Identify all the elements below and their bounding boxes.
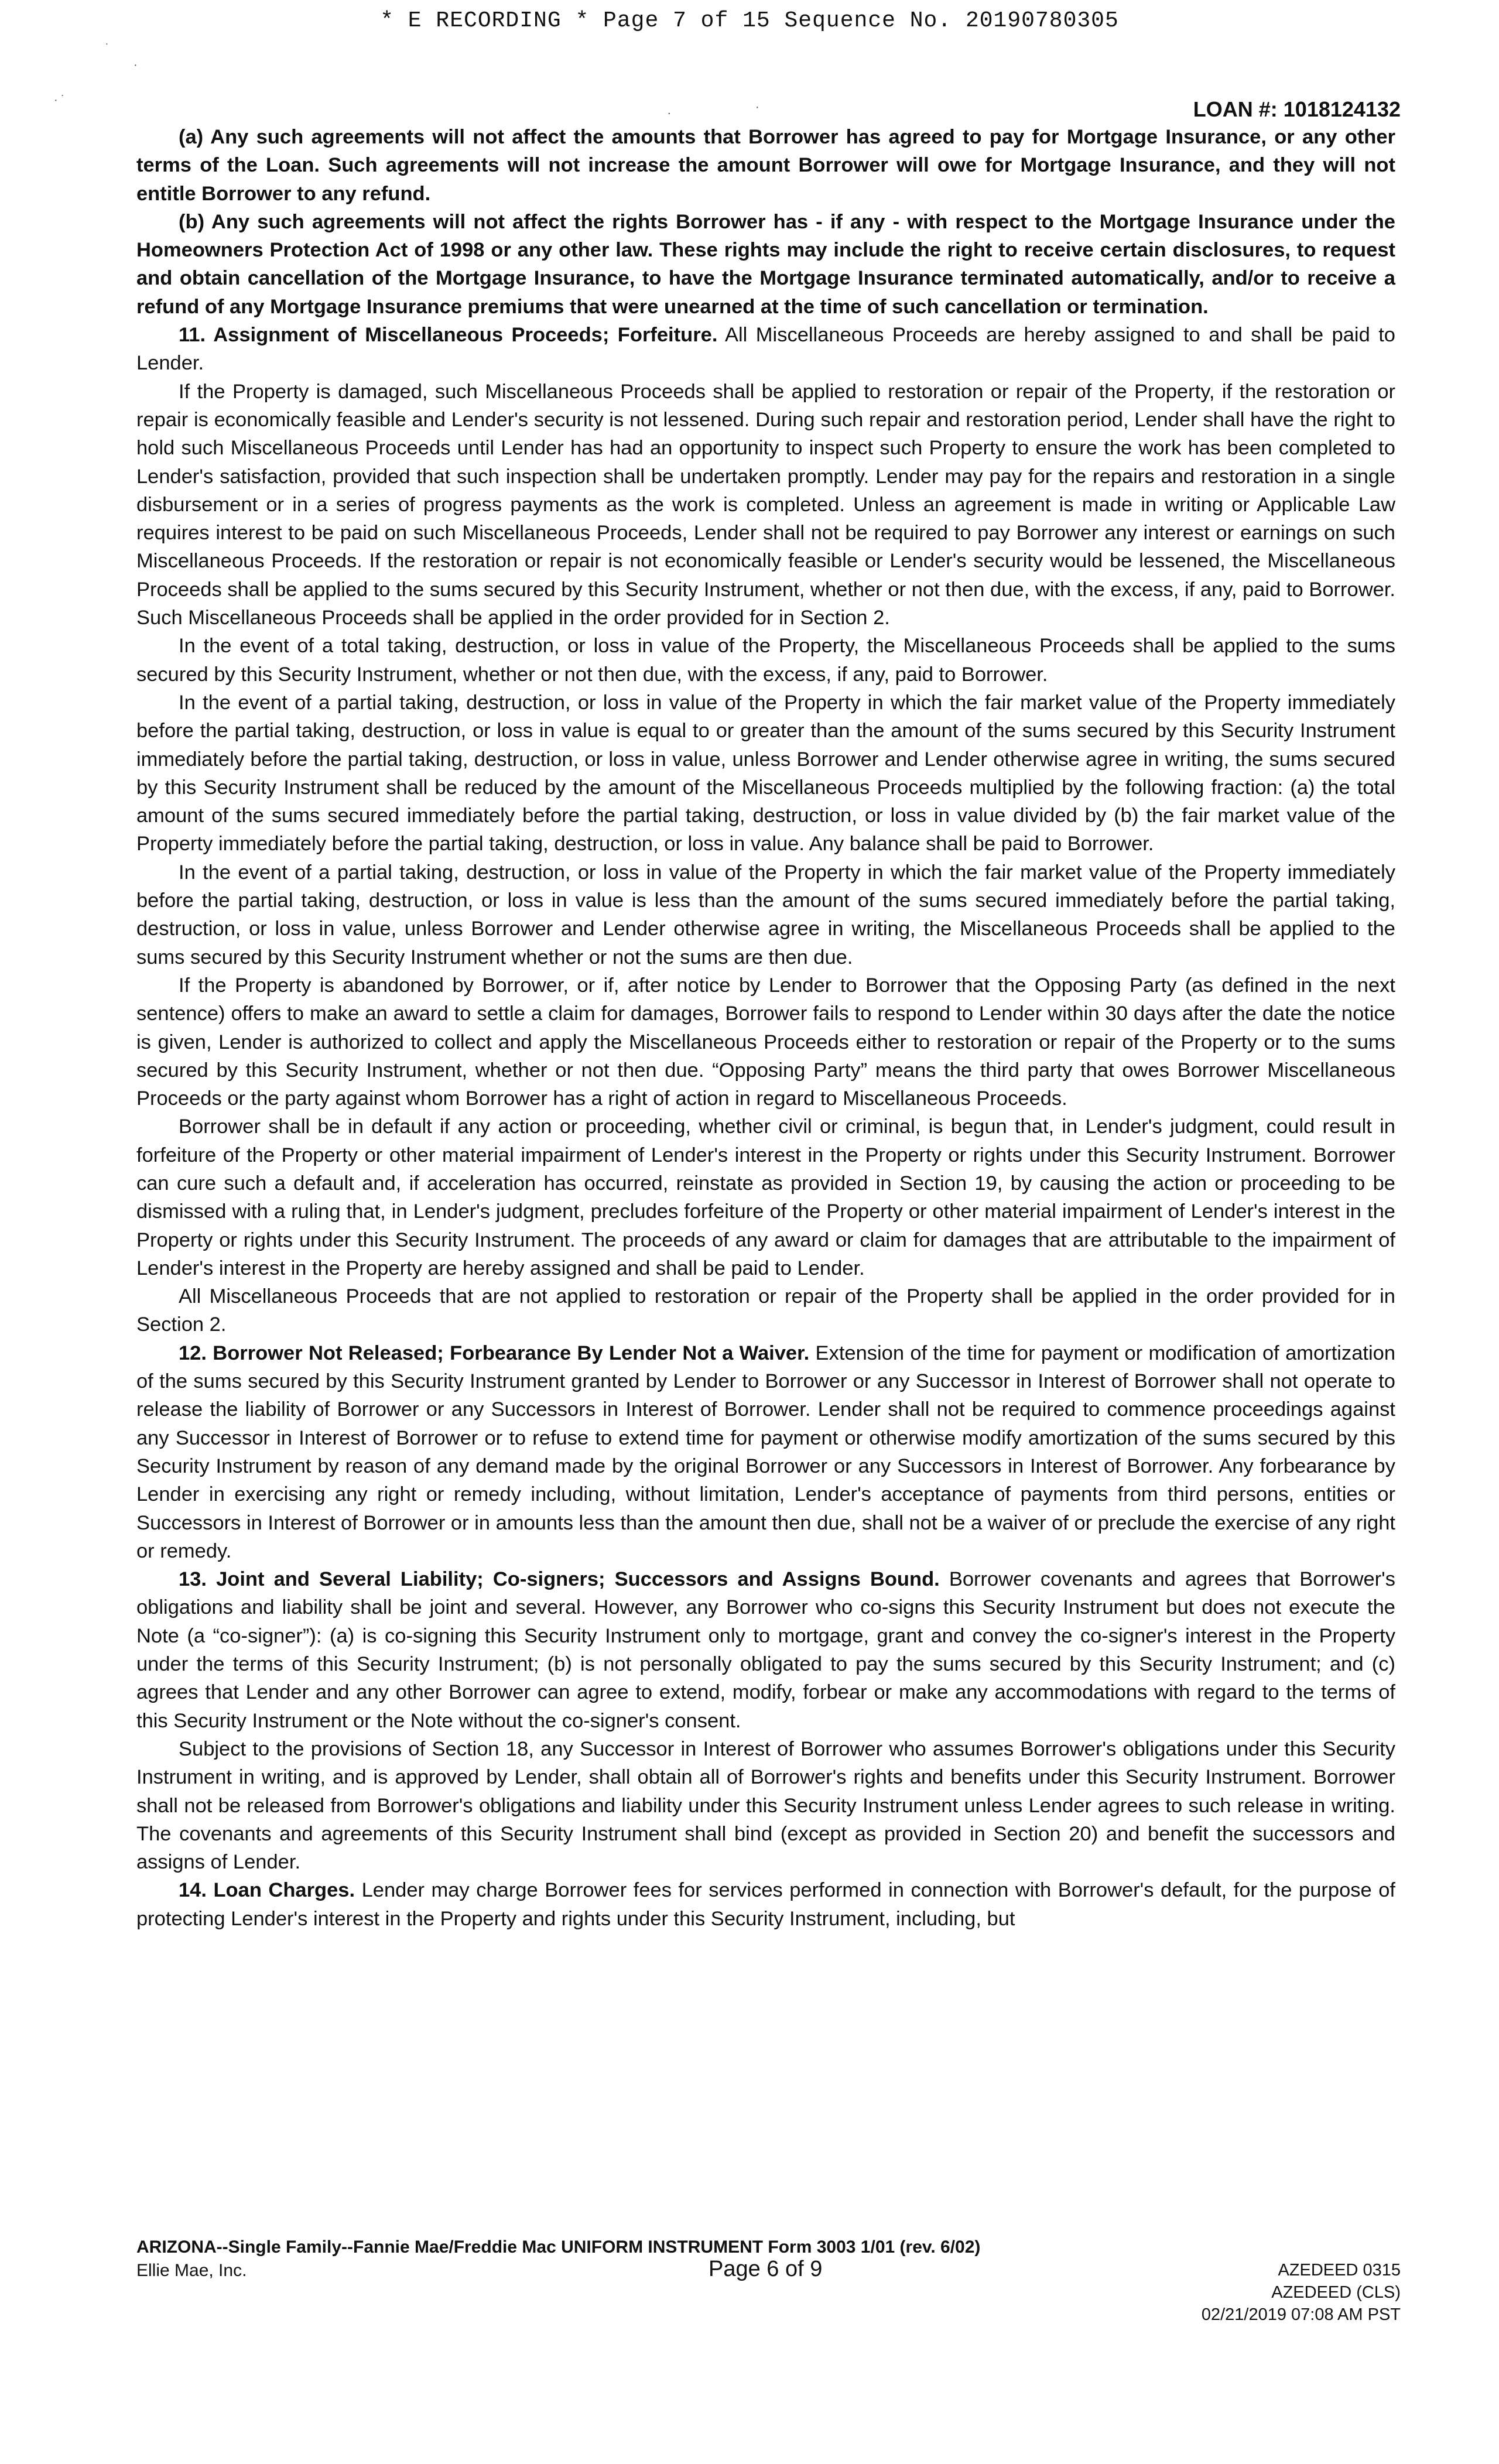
section-11-paragraph-8: All Miscellaneous Proceeds that are not applied to restoration or repair of the Property shall be applied in the order provided for in Section 2. bbox=[136, 1285, 1395, 1336]
form-identifier: ARIZONA--Single Family--Fannie Mae/Freddie Mac UNIFORM INSTRUMENT Form 3003 1/01 (rev. 6/02) bbox=[136, 2237, 981, 2257]
section-11-paragraph-6: If the Property is abandoned by Borrower, or if, after notice by Lender to Borrower that the Opposing Party (as defined in the next sentence) offers to make an award to settle a claim for damages, Borrower fails to respond to Lender within 30 days after the date the notice is given, Lender is authorized to collect and apply the Miscellaneous Proceeds either to restoration or repair of the Property or to the sums secured by this Security Instrument, whether or not then due. “Opposing Party” means the third party that owes Borrower Miscellaneous Proceeds or the party against whom Borrower has a right of action in regard to Miscellaneous Proceeds. bbox=[136, 974, 1395, 1110]
section-12-heading: 12. Borrower Not Released; Forbearance By Lender Not a Waiver. bbox=[179, 1341, 810, 1364]
paragraph-b: (b) Any such agreements will not affect the rights Borrower has - if any - with respect to the Mortgage Insurance under the Homeowners Protection Act of 1998 or any other law. These rights may include the right to receive certain disclosures, to request and obtain cancellation of the Mortgage Insurance, to have the Mortgage Insurance terminated automatically, and/or to receive a refund of any Mortgage Insurance premiums that were unearned at the time of such cancellation or termination. bbox=[136, 210, 1395, 318]
footer-right bbox=[1202, 2259, 1401, 2326]
page-number: Page 6 of 9 bbox=[709, 2257, 823, 2281]
section-14 bbox=[136, 1876, 1395, 1933]
section-13 bbox=[136, 1565, 1395, 1735]
print-timestamp: 02/21/2019 07:08 AM PST bbox=[1201, 2305, 1401, 2324]
scan-speck: · ˙ bbox=[54, 94, 65, 107]
scan-speck: . bbox=[668, 104, 671, 117]
section-13-text: Borrower covenants and agrees that Borrower's obligations and liability shall be joint and several. However, any Borrower who co-signs this Security Instrument but does not execute the Note (a “co-signer”): (a) is co-signing this Security Instrument only to mortgage, grant and convey the co-signer's interest in the Property under the terms of this Security Instrument; (b) is not personally obligated to pay the sums secured by this Security Instrument; and (c) agrees that Lender and any other Borrower can agree to extend, modify, forbear or make any accommodations with regard to the terms of this Security Instrument or the Note without the co-signer's consent. bbox=[136, 1568, 1396, 1732]
section-14-text: Lender may charge Borrower fees for services performed in connection with Borrower's default, for the purpose of protecting Lender's interest in the Property and rights under this Security Instrument, including, but bbox=[136, 1879, 1395, 1930]
form-code-cls: AZEDEED (CLS) bbox=[1271, 2283, 1401, 2302]
loan-number: LOAN #: 1018124132 bbox=[1193, 97, 1401, 121]
document-body bbox=[136, 123, 1395, 1933]
scan-speck: ˙ bbox=[105, 42, 109, 55]
paragraph-a: (a) Any such agreements will not affect the amounts that Borrower has agreed to pay for Mortgage Insurance, or any other terms of the Loan. Such agreements will not increase the amount Borrower will owe for Mortgage Insurance, and they will not entitle Borrower to any refund. bbox=[136, 126, 1395, 205]
footer-left bbox=[136, 2236, 980, 2282]
section-11-heading: 11. Assignment of Miscellaneous Proceeds; Forfeiture. bbox=[179, 324, 718, 347]
form-code: AZEDEED 0315 bbox=[1278, 2261, 1401, 2280]
section-12 bbox=[136, 1339, 1395, 1565]
scan-speck: · bbox=[755, 101, 759, 114]
section-12-text: Extension of the time for payment or modification of amortization of the sums secured by this Security Instrument granted by Lender to Borrower or any Successor in Interest of Borrower shall not operate to release the liability of Borrower or any Successors in Interest of Borrower. Lender shall not be required to commence proceedings against any Successor in Interest of Borrower or to refuse to extend time for payment or otherwise modify amortization of the sums secured by this Security Instrument by reason of any demand made by the original Borrower or any Successors in Interest of Borrower. Any forbearance by Lender in exercising any right or remedy including, without limitation, Lender's acceptance of payments from third persons, entities or Successors in Interest of Borrower or in amounts less than the amount then due, shall not be a waiver of or preclude the exercise of any right or remedy. bbox=[136, 1341, 1396, 1562]
section-14-heading: 14. Loan Charges. bbox=[179, 1879, 355, 1902]
section-11-paragraph-5: In the event of a partial taking, destruction, or loss in value of the Property in which the fair market value of the Property immediately before the partial taking, destruction, or loss in value is less than the amount of the sums secured immediately before the partial taking, destruction, or loss in value, unless Borrower and Lender otherwise agree in writing, the Miscellaneous Proceeds shall be applied to the sums secured by this Security Instrument whether or not the sums are then due. bbox=[136, 861, 1395, 969]
section-11-paragraph-3: In the event of a total taking, destruction, or loss in value of the Property, the Miscellaneous Proceeds shall be applied to the sums secured by this Security Instrument, whether or not then due, with the excess, if any, paid to Borrower. bbox=[136, 635, 1395, 686]
recording-stamp: * E RECORDING * Page 7 of 15 Sequence No. 20190780305 bbox=[380, 8, 1119, 33]
section-13-heading: 13. Joint and Several Liability; Co-signers; Successors and Assigns Bound. bbox=[179, 1568, 940, 1591]
section-11-paragraph-2: If the Property is damaged, such Miscellaneous Proceeds shall be applied to restoration or repair of the Property, if the restoration or repair is economically feasible and Lender's security is not lessened. During such repair and restoration period, Lender shall have the right to hold such Miscellaneous Proceeds until Lender has had an opportunity to inspect such Property to ensure the work has been completed to Lender's satisfaction, provided that such inspection shall be undertaken promptly. Lender may pay for the repairs and restoration in a single disbursement or in a series of progress payments as the work is completed. Unless an agreement is made in writing or Applicable Law requires interest to be paid on such Miscellaneous Proceeds, Lender shall not be required to pay Borrower any interest or earnings on such Miscellaneous Proceeds. If the restoration or repair is not economically feasible or Lender's security would be lessened, the Miscellaneous Proceeds shall be applied to the sums secured by this Security Instrument, whether or not then due, with the excess, if any, paid to Borrower. Such Miscellaneous Proceeds shall be applied in the order provided for in Section 2. bbox=[136, 380, 1395, 629]
section-11-text: All Miscellaneous Proceeds are hereby assigned to and shall be paid to Lender. bbox=[136, 324, 1395, 375]
section-13-paragraph-2: Subject to the provisions of Section 18, any Successor in Interest of Borrower who assumes Borrower's obligations under this Security Instrument in writing, and is approved by Lender, shall obtain all of Borrower's rights and benefits under this Security Instrument. Borrower shall not be released from Borrower's obligations and liability under this Security Instrument unless Lender agrees to such release in writing. The covenants and agreements of this Security Instrument shall bind (except as provided in Section 20) and benefit the successors and assigns of Lender. bbox=[136, 1737, 1395, 1874]
scan-speck: · bbox=[134, 59, 138, 71]
section-11 bbox=[136, 321, 1395, 378]
section-11-paragraph-4: In the event of a partial taking, destruction, or loss in value of the Property in which the fair market value of the Property immediately before the partial taking, destruction, or loss in value is equal to or greater than the amount of the sums secured by this Security Instrument immediately before the partial taking, destruction, or loss in value, unless Borrower and Lender otherwise agree in writing, the sums secured by this Security Instrument shall be reduced by the amount of the Miscellaneous Proceeds multiplied by the following fraction: (a) the total amount of the sums secured immediately before the partial taking, destruction, or loss in value divided by (b) the fair market value of the Property immediately before the partial taking, destruction, or loss in value. Any balance shall be paid to Borrower. bbox=[136, 691, 1395, 855]
section-11-paragraph-7: Borrower shall be in default if any action or proceeding, whether civil or criminal, is begun that, in Lender's judgment, could result in forfeiture of the Property or other material impairment of Lender's interest in the Property or rights under this Security Instrument. Borrower can cure such a default and, if acceleration has occurred, reinstate as provided in Section 19, by causing the action or proceeding to be dismissed with a ruling that, in Lender's judgment, precludes forfeiture of the Property or other material impairment of Lender's interest in the Property or rights under this Security Instrument. The proceeds of any award or claim for damages that are attributable to the impairment of Lender's interest in the Property are hereby assigned and shall be paid to Lender. bbox=[136, 1115, 1395, 1279]
company-name: Ellie Mae, Inc. bbox=[136, 2261, 247, 2280]
